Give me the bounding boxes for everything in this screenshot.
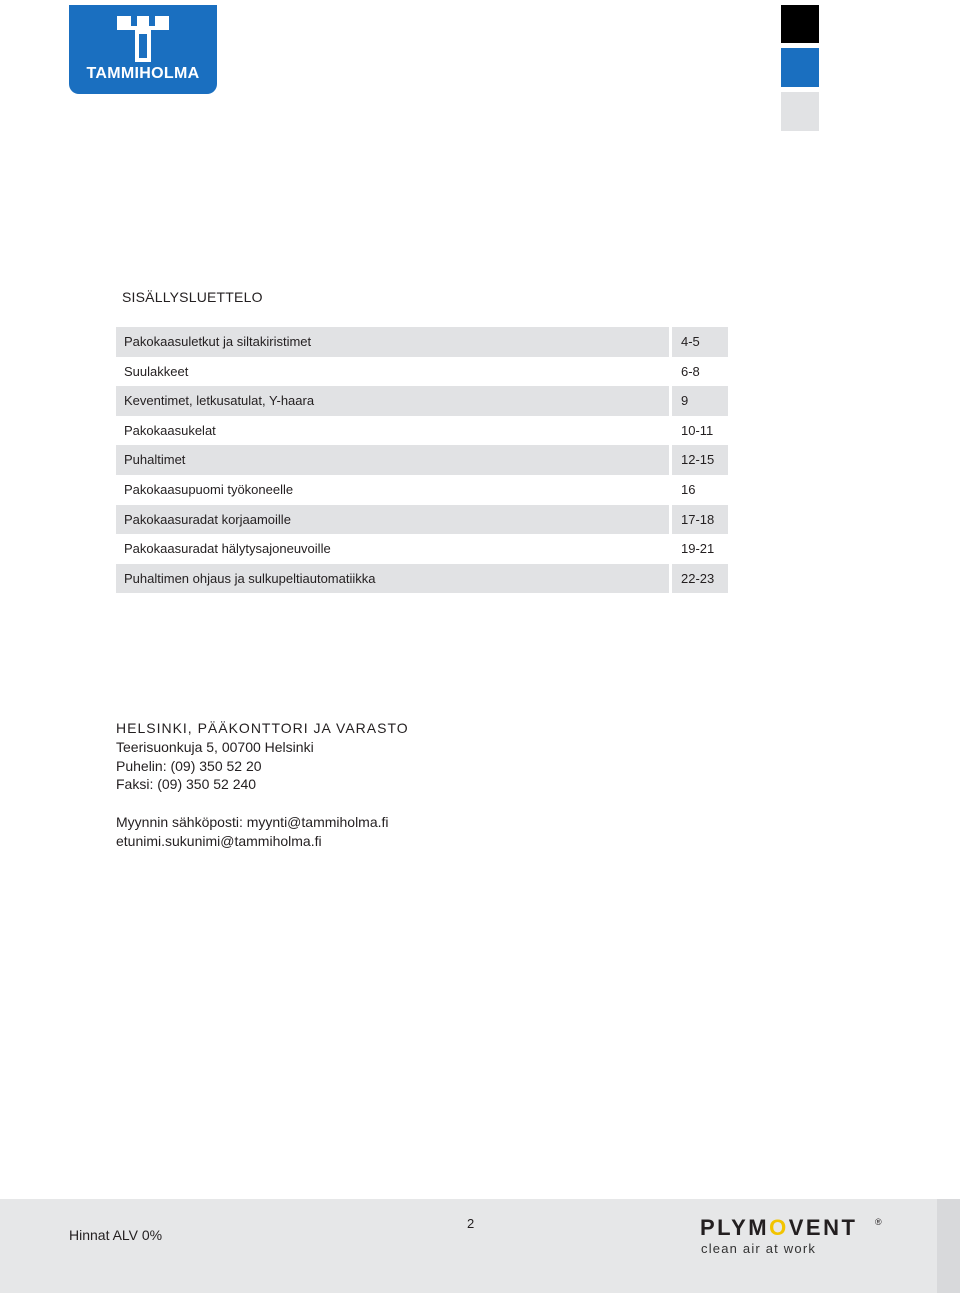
toc-row [116, 534, 728, 564]
toc-item-title: Keventimet, letkusatulat, Y-haara [116, 386, 669, 416]
plymovent-logo-mark: O [769, 1215, 789, 1240]
toc-row [116, 386, 728, 416]
tammiholma-mark-icon [115, 14, 171, 64]
color-swatch-black [781, 5, 819, 43]
email-block [116, 813, 389, 851]
toc-item-title: Puhaltimet [116, 445, 669, 475]
tammiholma-logo [69, 5, 217, 94]
toc-item-title: Pakokaasuletkut ja siltakiristimet [116, 327, 669, 357]
toc-row [116, 564, 728, 594]
office-fax: Faksi: (09) 350 52 240 [116, 776, 257, 793]
toc-row [116, 327, 728, 357]
toc-item-pages: 6-8 [681, 363, 700, 379]
plymovent-logo-right: VENT [788, 1215, 858, 1240]
plymovent-logo-left: PLYM [700, 1215, 770, 1240]
personal-email-format[interactable]: etunimi.sukunimi@tammiholma.fi [116, 833, 322, 849]
toc-item-title: Pakokaasuradat korjaamoille [116, 505, 669, 535]
toc-item-title: Suulakkeet [124, 363, 189, 379]
registered-mark: ® [875, 1217, 882, 1227]
toc-item-pages: 4-5 [672, 327, 728, 357]
toc-item-pages: 22-23 [672, 564, 728, 594]
plymovent-tagline: clean air at work [701, 1241, 817, 1256]
toc-row [116, 445, 728, 475]
toc-item-pages: 9 [672, 386, 728, 416]
toc-item-title: Pakokaasuradat hälytysajoneuvoille [124, 541, 331, 557]
page-number: 2 [467, 1216, 475, 1231]
toc-row [116, 357, 728, 387]
toc-row [116, 475, 728, 505]
toc-row [116, 416, 728, 446]
toc-item-pages: 17-18 [672, 505, 728, 535]
table-of-contents [116, 327, 728, 593]
toc-title: SISÄLLYSLUETTELO [122, 289, 263, 305]
sales-email[interactable]: Myynnin sähköposti: myynti@tammiholma.fi [116, 814, 389, 830]
toc-item-pages: 16 [681, 481, 696, 497]
toc-item-title: Pakokaasupuomi työkoneelle [124, 481, 294, 497]
office-phone: Puhelin: (09) 350 52 20 [116, 757, 262, 774]
toc-item-title: Pakokaasukelat [124, 422, 216, 438]
color-swatch-grey [781, 92, 819, 131]
page-footer [0, 1199, 960, 1293]
office-address: Teerisuonkuja 5, 00700 Helsinki [116, 738, 314, 755]
toc-item-pages: 12-15 [672, 445, 728, 475]
toc-item-pages: 10-11 [681, 422, 714, 438]
logo-text: TAMMIHOLMA [86, 65, 200, 82]
toc-item-title: Puhaltimen ohjaus ja sulkupeltiautomatiikka [116, 564, 669, 594]
color-swatch-blue [781, 48, 819, 87]
contact-block [116, 719, 409, 794]
toc-item-pages: 19-21 [681, 541, 715, 557]
plymovent-logo [700, 1215, 857, 1241]
footer-edge [937, 1199, 960, 1293]
price-note: Hinnat ALV 0% [69, 1227, 163, 1243]
office-heading: HELSINKI, PÄÄKONTTORI JA VARASTO [116, 720, 409, 736]
toc-row [116, 505, 728, 535]
